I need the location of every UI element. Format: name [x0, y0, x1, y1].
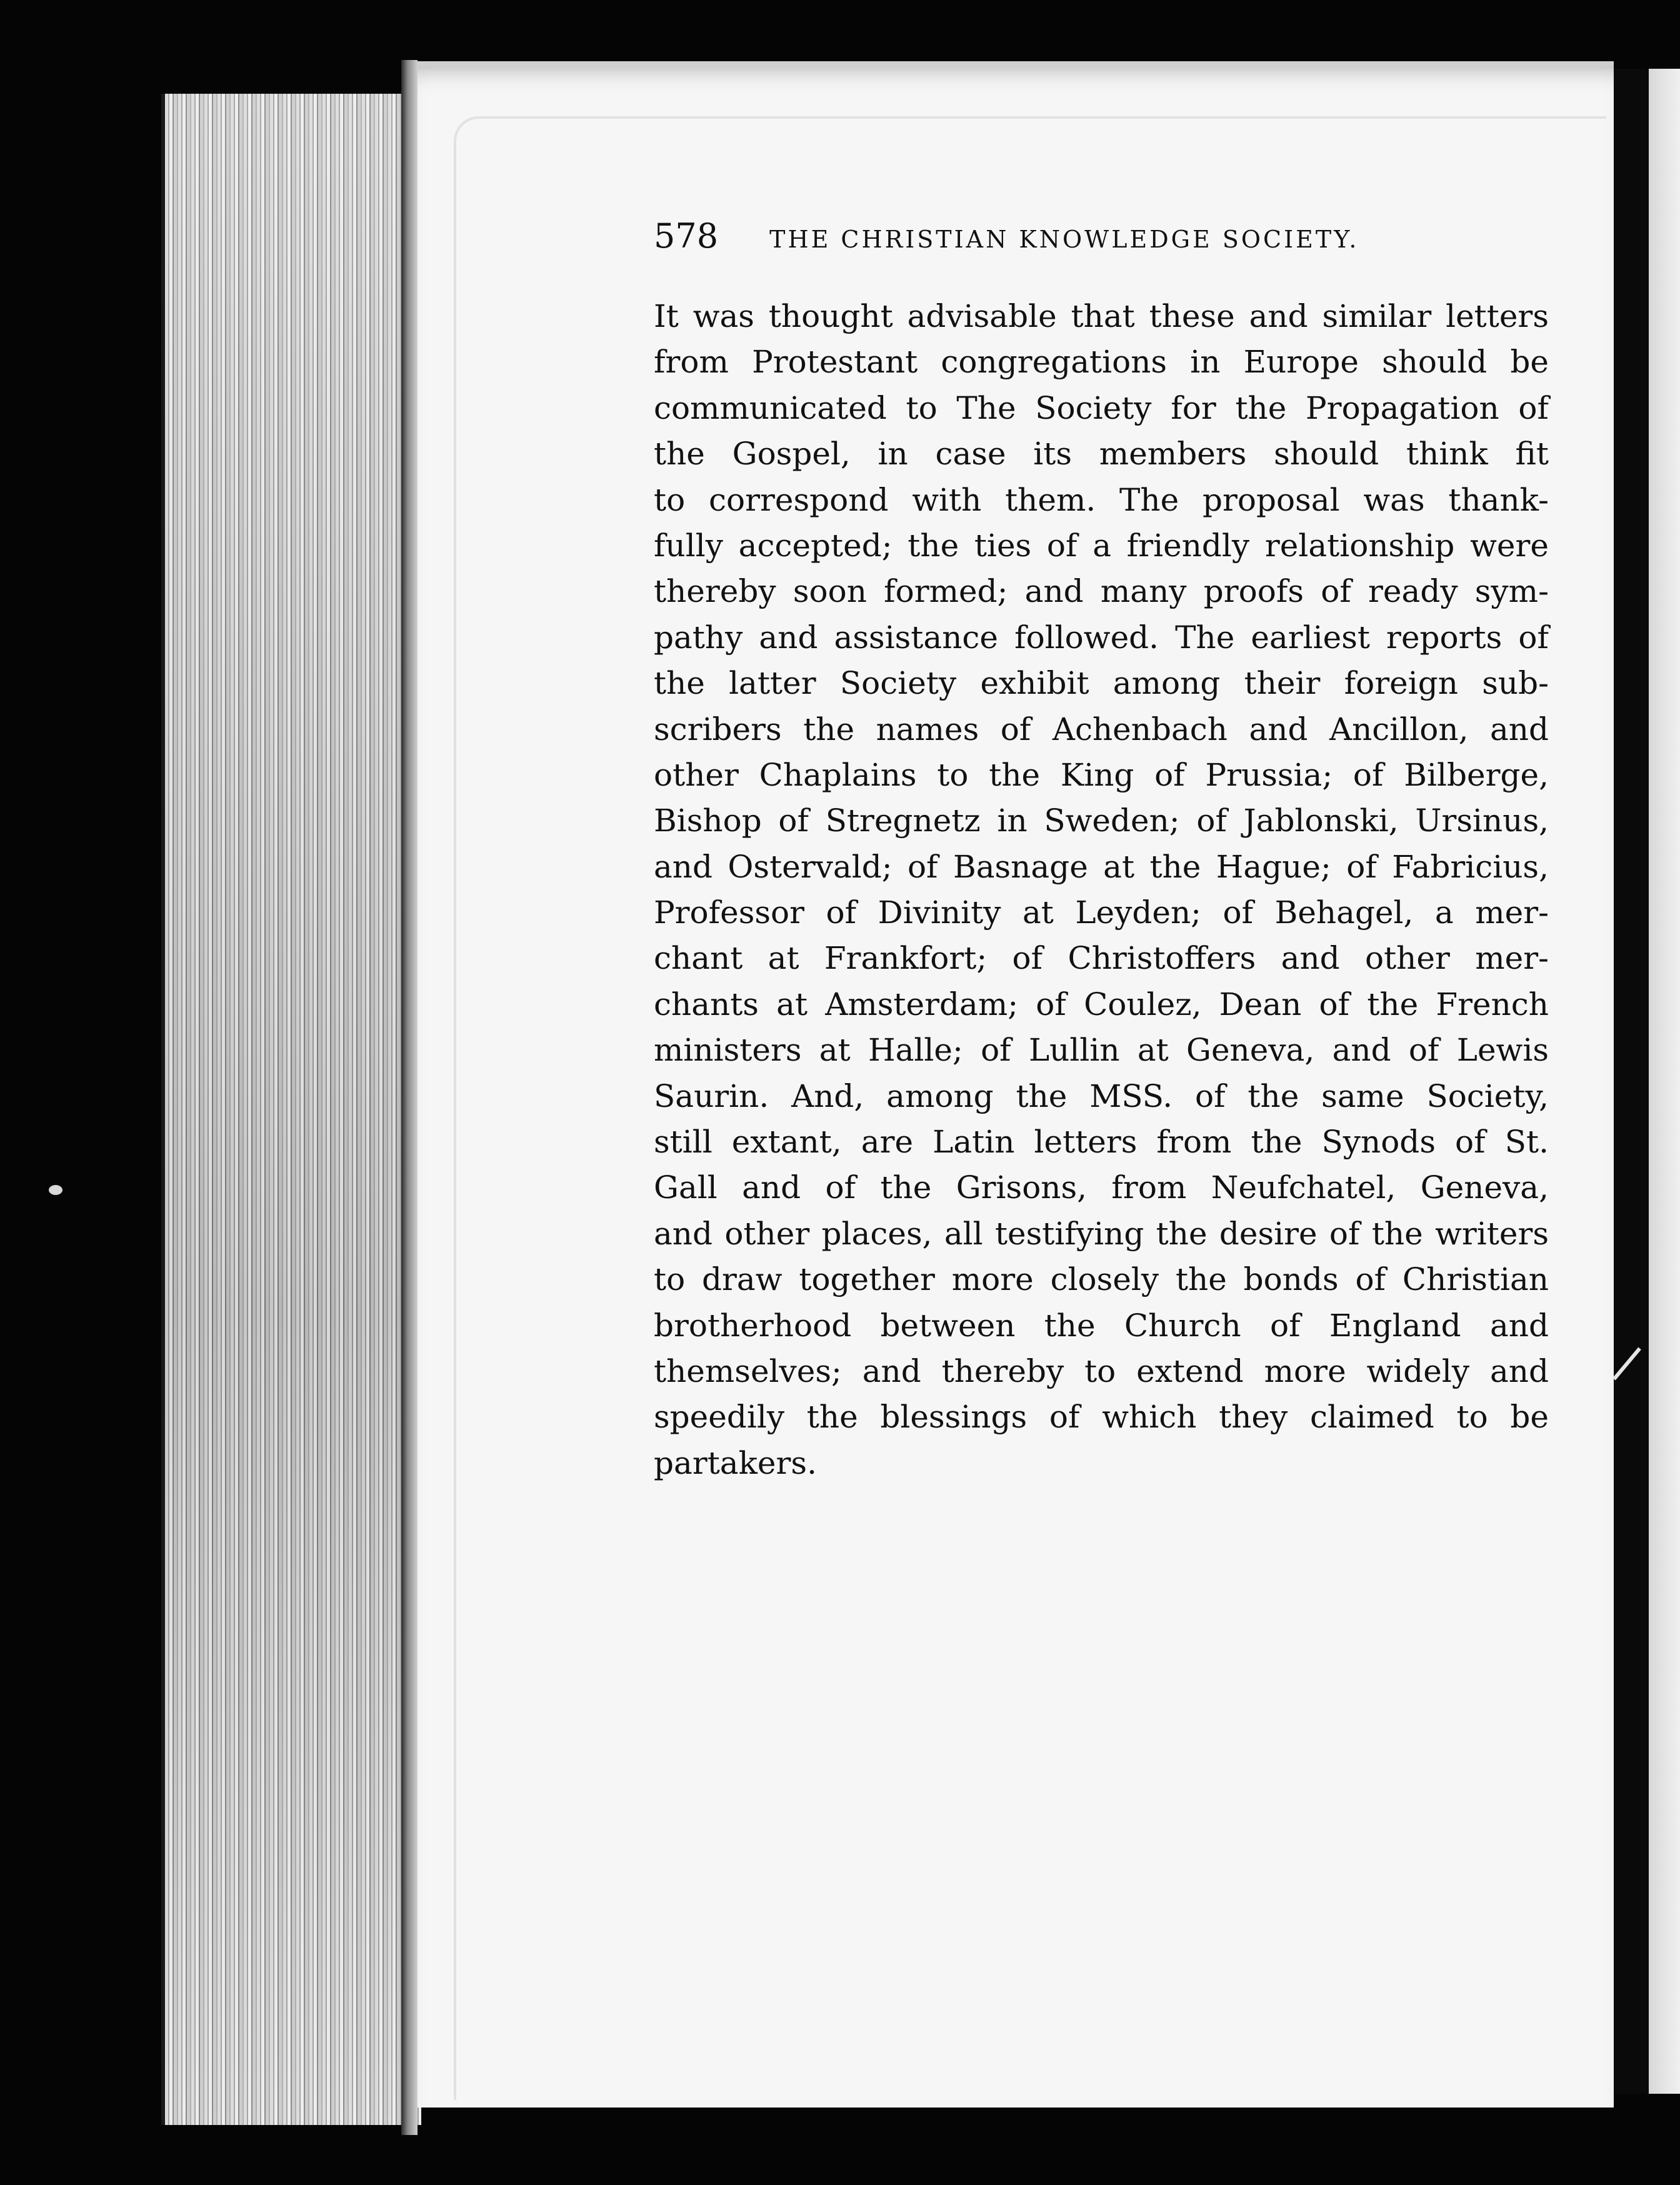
text-line: scribers the names of Achenbach and Ancillon, and — [654, 711, 1549, 748]
text-line: Saurin. And, among the MSS. of the same Society, — [654, 1078, 1549, 1114]
text-line: pathy and assistance followed. The earliest reports of — [654, 619, 1549, 656]
text-line: and Ostervald; of Basnage at the Hague; of Fabricius, — [654, 848, 1549, 885]
text-line: the Gospel, in case its members should think fit — [654, 436, 1549, 472]
text-line: It was thought advisable that these and similar letters — [654, 298, 1549, 334]
text-line: communicated to The Society for the Propagation of — [654, 389, 1549, 426]
text-line: and other places, all testifying the desire of the writers — [654, 1215, 1549, 1252]
dust-speck — [49, 1185, 62, 1195]
text-line: ministers at Halle; of Lullin at Geneva, and of Lewis — [654, 1032, 1549, 1069]
text-line: still extant, are Latin letters from the Synods of St. — [654, 1124, 1549, 1161]
text-line: from Protestant congregations in Europe should be — [654, 344, 1549, 381]
binding-shadow — [1614, 69, 1649, 2094]
book-fore-edge — [161, 94, 421, 2125]
body-text — [654, 294, 1549, 1486]
page-header — [654, 216, 1429, 256]
text-line: to draw together more closely the bonds of Christian — [654, 1261, 1549, 1298]
text-line: the latter Society exhibit among their foreign sub- — [654, 665, 1549, 702]
page-gutter — [401, 60, 418, 2135]
text-line: Bishop of Stregnetz in Sweden; of Jablonski, Ursinus, — [654, 802, 1549, 839]
running-head: THE CHRISTIAN KNOWLEDGE SOCIETY. — [769, 226, 1359, 253]
text-line: other Chaplains to the King of Prussia; of Bilberge, — [654, 756, 1549, 793]
text-line: chants at Amsterdam; of Coulez, Dean of the French — [654, 986, 1549, 1022]
text-line: Professor of Divinity at Leyden; of Behagel, a mer- — [654, 894, 1549, 931]
text-line: partakers. — [654, 1444, 817, 1481]
text-line: chant at Frankfort; of Christoffers and other mer- — [654, 940, 1549, 977]
adjacent-page-edge — [1649, 69, 1680, 2094]
text-line: brotherhood between the Church of England and — [654, 1307, 1549, 1344]
text-line: themselves; and thereby to extend more widely and — [654, 1352, 1549, 1389]
text-line: speedily the blessings of which they claimed to be — [654, 1399, 1549, 1436]
text-line: Gall and of the Grisons, from Neufchatel, Geneva, — [654, 1169, 1549, 1206]
text-line: fully accepted; the ties of a friendly relationship were — [654, 527, 1549, 564]
text-line: to correspond with them. The proposal was thank- — [654, 481, 1549, 518]
page-number: 578 — [654, 216, 719, 256]
text-line: thereby soon formed; and many proofs of ready sym- — [654, 573, 1549, 610]
